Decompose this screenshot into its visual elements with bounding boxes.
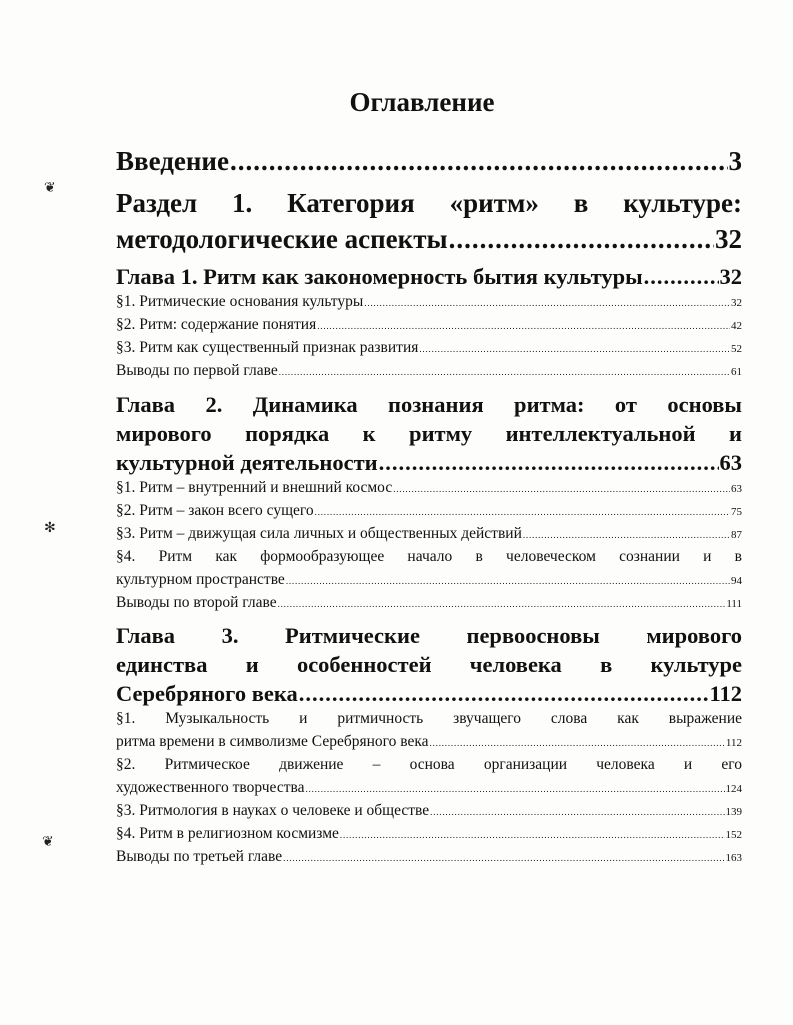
entry-label: §4. Ритм в религиозном космизме <box>116 825 339 842</box>
entry-line: §4. Ритм как формообразующее начало в человеческом сознании и в <box>116 548 742 565</box>
entry-page: 3 <box>728 146 742 176</box>
leader-dots <box>364 290 730 315</box>
leader-dots <box>279 359 730 384</box>
toc-entry-paragraph <box>116 522 742 547</box>
entry-page: 139 <box>725 806 742 818</box>
entry-label: художественного творчества <box>116 779 305 796</box>
entry-page: 124 <box>725 783 742 795</box>
leader-dots <box>523 522 730 547</box>
toc-entry-paragraph <box>116 499 742 524</box>
toc-entry-paragraph <box>116 799 742 824</box>
leader-dots <box>393 476 730 501</box>
leader-dots <box>286 568 730 593</box>
entry-page: 112 <box>709 681 742 706</box>
entry-line: Раздел 1. Категория «ритм» в культуре: <box>116 188 742 218</box>
entry-page: 61 <box>731 366 742 378</box>
entry-page: 32 <box>715 224 742 254</box>
page-title: Оглавление <box>349 87 495 117</box>
entry-line: единства и особенностей человека в культуре <box>116 652 742 677</box>
entry-label: культурной деятельности <box>116 450 378 475</box>
toc-entry-chapter-1 <box>116 262 742 291</box>
entry-page: 94 <box>731 575 742 587</box>
entry-page: 63 <box>719 450 742 475</box>
entry-page: 42 <box>731 320 742 332</box>
entry-line: Глава 3. Ритмические первоосновы мирового <box>116 623 742 648</box>
leader-dots <box>278 591 726 616</box>
toc-entry-conclusions <box>116 591 742 616</box>
entry-line: мирового порядка к ритму интеллектуальной и <box>116 421 742 446</box>
toc-entry-intro <box>116 143 742 179</box>
entry-page: 112 <box>725 737 742 749</box>
margin-mark-icon: ❦ <box>42 834 54 850</box>
leader-dots <box>430 730 725 755</box>
entry-page: 52 <box>731 343 742 355</box>
toc-entry-paragraph <box>116 545 742 593</box>
entry-label: §2. Ритм – закон всего сущего <box>116 502 314 519</box>
entry-page: 163 <box>725 852 742 864</box>
leader-dots <box>299 679 709 708</box>
leader-dots <box>419 336 730 361</box>
entry-label: Выводы по третьей главе <box>116 848 283 865</box>
toc-entry-paragraph <box>116 753 742 801</box>
toc-entry-conclusions <box>116 359 742 384</box>
leader-dots <box>449 221 714 257</box>
entry-label: Выводы по первой главе <box>116 362 278 379</box>
entry-page: 152 <box>725 829 742 841</box>
toc-entry-paragraph <box>116 290 742 315</box>
entry-label: Серебряного века <box>116 681 298 706</box>
entry-line: Глава 2. Динамика познания ритма: от основы <box>116 392 742 417</box>
entry-line: §1. Музыкальность и ритмичность звучащего слова как выражение <box>116 710 742 727</box>
entry-label: §2. Ритм: содержание понятия <box>116 316 317 333</box>
leader-dots <box>230 143 728 179</box>
entry-page: 111 <box>726 598 742 610</box>
leader-dots <box>430 799 724 824</box>
entry-page: 63 <box>731 483 742 495</box>
entry-label: §1. Ритмические основания культуры <box>116 293 364 310</box>
toc-entry-section-1 <box>116 185 742 257</box>
leader-dots <box>340 822 725 847</box>
toc-entry-paragraph <box>116 822 742 847</box>
leader-dots <box>644 262 719 291</box>
leader-dots <box>305 776 724 801</box>
leader-dots <box>317 313 730 338</box>
leader-dots <box>315 499 730 524</box>
toc-entry-chapter-3 <box>116 621 742 708</box>
toc-entry-paragraph <box>116 313 742 338</box>
entry-label: Введение <box>116 146 229 176</box>
entry-line: §2. Ритмическое движение – основа организации человека и его <box>116 756 742 773</box>
entry-label: культурном пространстве <box>116 571 285 588</box>
entry-label: §3. Ритмология в науках о человеке и обществе <box>116 802 430 819</box>
entry-page: 32 <box>719 264 742 289</box>
toc-entry-chapter-2 <box>116 390 742 477</box>
margin-mark-icon: ✻ <box>44 520 56 536</box>
entry-page: 75 <box>731 506 742 518</box>
toc-entry-paragraph <box>116 707 742 755</box>
entry-label: методологические аспекты <box>116 224 448 254</box>
margin-mark-icon: ❦ <box>44 180 56 196</box>
toc-entry-paragraph <box>116 476 742 501</box>
entry-page: 32 <box>731 297 742 309</box>
entry-label: Выводы по второй главе <box>116 594 277 611</box>
leader-dots <box>379 448 719 477</box>
entry-label: §1. Ритм – внутренний и внешний космос <box>116 479 393 496</box>
leader-dots <box>283 845 724 870</box>
entry-label: ритма времени в символизме Серебряного века <box>116 733 429 750</box>
entry-label: Глава 1. Ритм как закономерность бытия культуры <box>116 264 643 289</box>
toc-entry-conclusions <box>116 845 742 870</box>
entry-page: 87 <box>731 529 742 541</box>
entry-label: §3. Ритм – движущая сила личных и общественных действий <box>116 525 522 542</box>
entry-label: §3. Ритм как существенный признак развития <box>116 339 419 356</box>
toc-entry-paragraph <box>116 336 742 361</box>
